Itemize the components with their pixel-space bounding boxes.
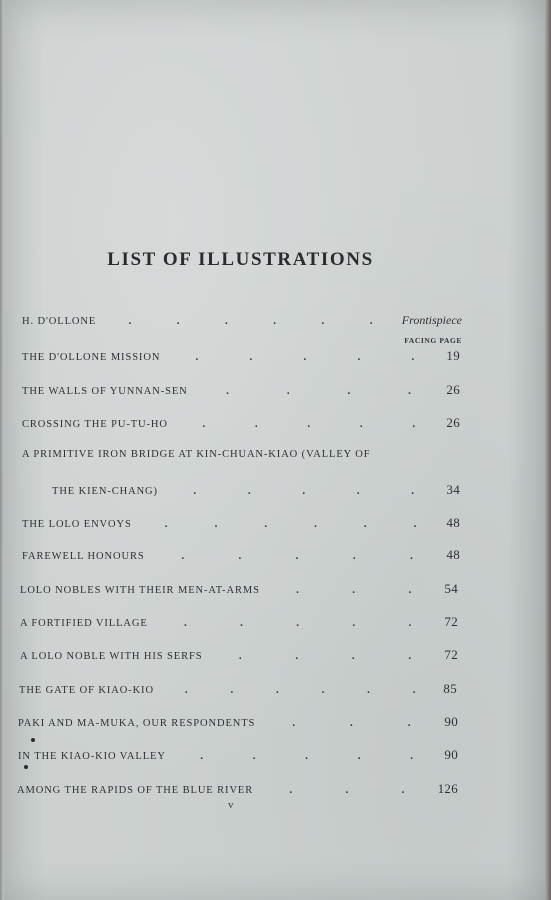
entry-page: Frontispiece	[401, 313, 462, 327]
entry-label: THE GATE OF KIAO-KIO	[19, 685, 154, 696]
dot-leader: . . . .	[226, 385, 412, 397]
dot-leader: . . . . .	[200, 750, 414, 762]
entry-label: H. D'OLLONE	[22, 316, 97, 327]
entry-page: 90	[444, 714, 458, 729]
list-item-crossing-pu-tu-ho	[22, 415, 460, 433]
entry-label: THE WALLS OF YUNNAN-SEN	[22, 386, 188, 397]
entry-label: IN THE KIAO-KIO VALLEY	[18, 751, 166, 762]
entry-page: 48	[446, 547, 460, 562]
page-left-edge	[0, 0, 4, 900]
list-item-fortified-village	[20, 614, 458, 632]
ink-spot	[31, 738, 35, 742]
entry-label-continuation: THE KIEN-CHANG)	[52, 486, 158, 497]
list-item-gate-kiao-kio	[19, 681, 457, 699]
dot-leader: . . . . .	[193, 485, 415, 497]
entry-page: 90	[444, 747, 458, 762]
entry-page: 19	[446, 348, 460, 363]
facing-page-header: FACING PAGE	[404, 336, 462, 345]
dot-leader: . . . .	[238, 650, 412, 662]
entry-page: 85	[443, 681, 457, 696]
list-item-paki-ma-muka	[18, 714, 458, 732]
list-item-dollone-mission	[22, 348, 460, 366]
entry-label: A LOLO NOBLE WITH HIS SERFS	[20, 651, 203, 662]
list-item-rapids-blue-river	[17, 781, 458, 799]
entry-page: 72	[444, 614, 458, 629]
list-item-lolo-nobles	[20, 581, 458, 599]
entry-page: 26	[446, 382, 460, 397]
dot-leader: . . . . . .	[164, 518, 418, 530]
dot-leader: . . . . .	[202, 418, 416, 430]
entry-label: THE D'OLLONE MISSION	[22, 352, 161, 363]
entry-label: FAREWELL HONOURS	[22, 551, 145, 562]
entry-label: A FORTIFIED VILLAGE	[20, 618, 148, 629]
dot-leader: . . .	[289, 784, 406, 796]
list-item-farewell-honours	[22, 547, 460, 565]
dot-leader: . . . . .	[183, 617, 413, 629]
entry-page: 72	[444, 647, 458, 662]
list-item-iron-bridge-line1: A PRIMITIVE IRON BRIDGE AT KIN-CHUAN-KIAO (VALLEY OF	[22, 449, 371, 460]
page-title: LIST OF ILLUSTRATIONS	[107, 249, 374, 270]
dot-leader: . . . . . .	[128, 315, 374, 327]
list-item-frontispiece	[22, 313, 462, 331]
entry-label: THE LOLO ENVOYS	[22, 519, 132, 530]
list-item-iron-bridge	[52, 482, 460, 500]
page-right-edge	[545, 0, 551, 900]
ink-spot	[24, 765, 28, 769]
dot-leader: . . .	[292, 717, 412, 729]
entry-page: 34	[446, 482, 460, 497]
list-item-lolo-noble-serfs	[20, 647, 458, 665]
dot-leader: . . . . .	[195, 351, 416, 363]
entry-page: 48	[446, 515, 460, 530]
entry-page: 54	[444, 581, 458, 596]
dot-leader: . . . . . .	[184, 684, 417, 696]
dot-leader: . . .	[296, 584, 413, 596]
list-item-lolo-envoys	[22, 515, 460, 533]
entry-label: AMONG THE RAPIDS OF THE BLUE RIVER	[17, 785, 254, 796]
page-signature-mark: v	[228, 799, 234, 811]
list-item-walls-yunnan-sen	[22, 382, 460, 400]
entry-page: 26	[446, 415, 460, 430]
entry-label: LOLO NOBLES WITH THEIR MEN-AT-ARMS	[20, 585, 260, 596]
entry-label: PAKI AND MA-MUKA, OUR RESPONDENTS	[18, 718, 256, 729]
list-item-kiao-kio-valley	[18, 747, 458, 765]
dot-leader: . . . . .	[181, 550, 414, 562]
entry-label: CROSSING THE PU-TU-HO	[22, 419, 168, 430]
entry-page: 126	[437, 781, 458, 796]
